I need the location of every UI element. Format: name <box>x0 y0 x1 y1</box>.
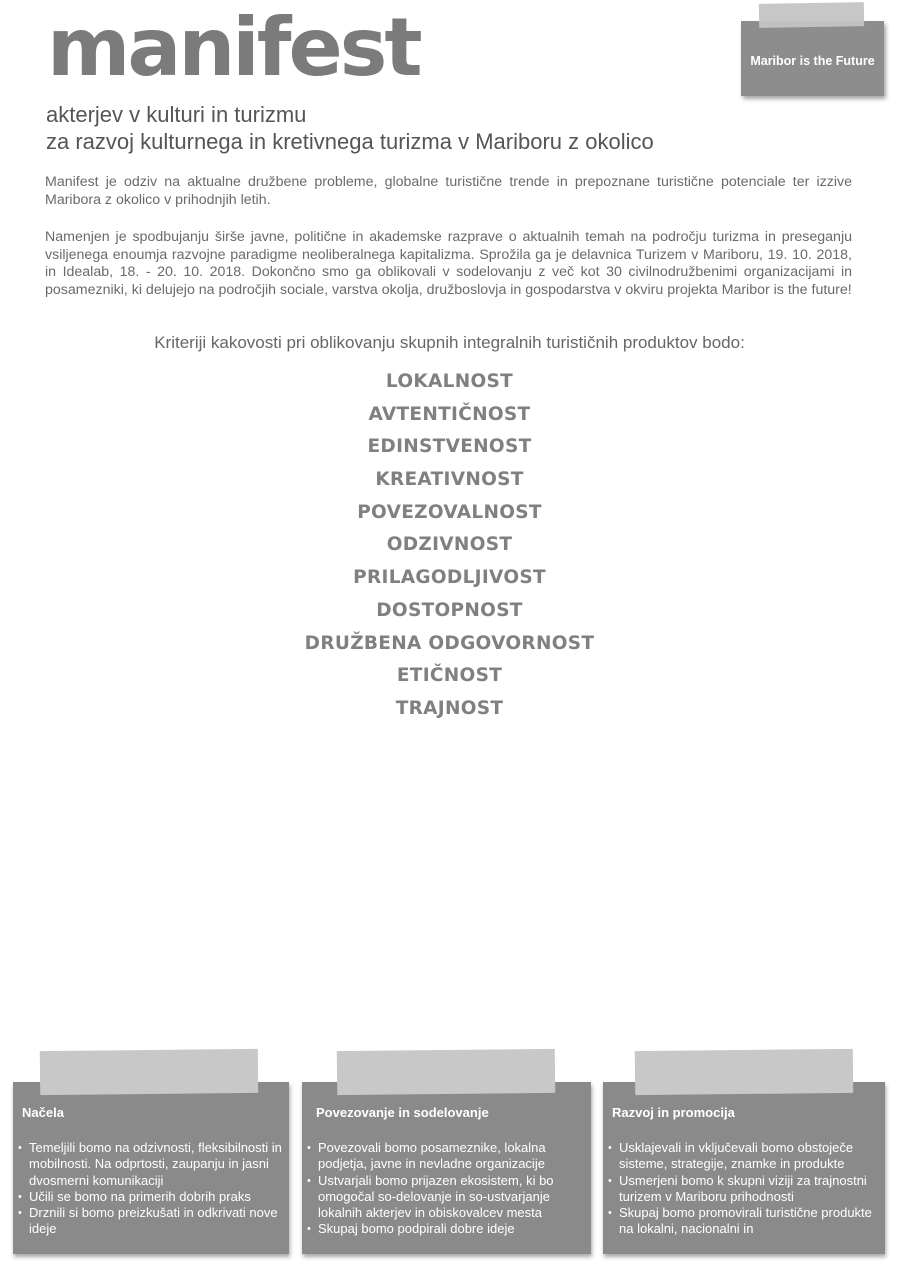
criteria-list <box>0 369 899 729</box>
card-list-item: • Usklajevali in vključevali bomo obstoječe sisteme, strategije, znamke in produkte <box>619 1140 885 1173</box>
card-list <box>302 1140 580 1238</box>
criteria-item: EDINSTVENOST <box>367 436 532 458</box>
criteria-item: DOSTOPNOST <box>376 599 523 621</box>
card-list-item: • Temeljili bomo na odzivnosti, fleksibilnosti in mobilnosti. Na odprtosti, zaupanju in jasni dvosmerni komunikaciji <box>29 1140 287 1189</box>
card-list-item: • Povezovali bomo posameznike, lokalna podjetja, javne in nevladne organizacije <box>318 1140 580 1173</box>
criteria-item: LOKALNOST <box>385 371 514 392</box>
card-list-item: • Ustvarjali bomo prijazen ekosistem, ki bo omogočal so-delovanje in so-ustvarjanje lokalnih akterjev in obiskovalcev mesta <box>318 1173 580 1222</box>
criteria-item: ODZIVNOST <box>386 534 513 556</box>
criteria-heading: Kriteriji kakovosti pri oblikovanju skupnih integralnih turističnih produktov bodo: <box>154 333 745 352</box>
subtitle-line-2: za razvoj kulturnega in kretivnega turizma v Mariboru z okolico <box>46 129 654 154</box>
subtitle <box>46 101 654 155</box>
tape-decoration <box>337 1049 555 1095</box>
tape-decoration <box>40 1049 258 1095</box>
criteria-item: KREATIVNOST <box>375 469 524 491</box>
criteria-item: POVEZOVALNOST <box>357 501 542 523</box>
card-list-item: • Skupaj bomo promovirali turistične produkte na lokalni, nacionalni in <box>619 1205 885 1238</box>
card-povezovanje <box>302 1082 591 1254</box>
body-paragraph: Namenjen je spodbujanju širše javne, politične in akademske razprave o aktualnih temah na področju turizma in preseganju vsiljenega enoumja razvojne paradigme neoliberalnega kapitalizma. Sprožila ga je delavnica Turizem v Mariboru, 19. 10. 2018, in Idealab, 18. - 20. 10. 2018. Dokončno smo ga oblikovali v sodelovanju z več kot 30 civilnodružbenimi organizacijami in posamezniki, ki delujejo na področjih sociale, varstva okolja, družboslovja in gospodarstva v okviru projekta Maribor is the future! <box>45 229 852 298</box>
criteria-item: PRILAGODLJIVOST <box>353 567 546 589</box>
card-list <box>13 1140 287 1238</box>
card-title: Razvoj in promocija <box>612 1105 735 1120</box>
card-list-item: • Skupaj bomo podpirali dobre ideje <box>318 1221 580 1237</box>
criteria-item: DRUŽBENA ODGOVORNOST <box>304 632 595 654</box>
card-list <box>603 1140 885 1238</box>
maribor-tag <box>741 21 884 96</box>
card-list-item: • Usmerjeni bomo k skupni viziji za trajnostni turizem v Mariboru prihodnosti <box>619 1173 885 1206</box>
tape-decoration <box>635 1049 853 1095</box>
card-title: Načela <box>22 1105 64 1120</box>
tag-label: Maribor is the Future <box>750 54 875 68</box>
card-razvoj <box>603 1082 885 1254</box>
criteria-item: ETIČNOST <box>396 665 503 687</box>
subtitle-line-1: akterjev v kulturi in turizmu <box>46 102 307 127</box>
criteria-item: AVTENTIČNOST <box>368 403 531 425</box>
card-nacela <box>13 1082 289 1254</box>
card-list-item: • Drznili si bomo preizkušati in odkrivati nove ideje <box>29 1205 287 1238</box>
page-title: manifest <box>47 1 420 94</box>
tape-decoration <box>759 2 864 28</box>
card-title: Povezovanje in sodelovanje <box>316 1105 489 1120</box>
card-list-item: • Učili se bomo na primerih dobrih praks <box>29 1189 287 1205</box>
criteria-item: TRAJNOST <box>395 697 504 719</box>
intro-paragraph: Manifest je odziv na aktualne družbene probleme, globalne turistične trende in prepoznane turistične potenciale ter izzive Maribora z okolico v prihodnjih letih. <box>45 174 852 208</box>
